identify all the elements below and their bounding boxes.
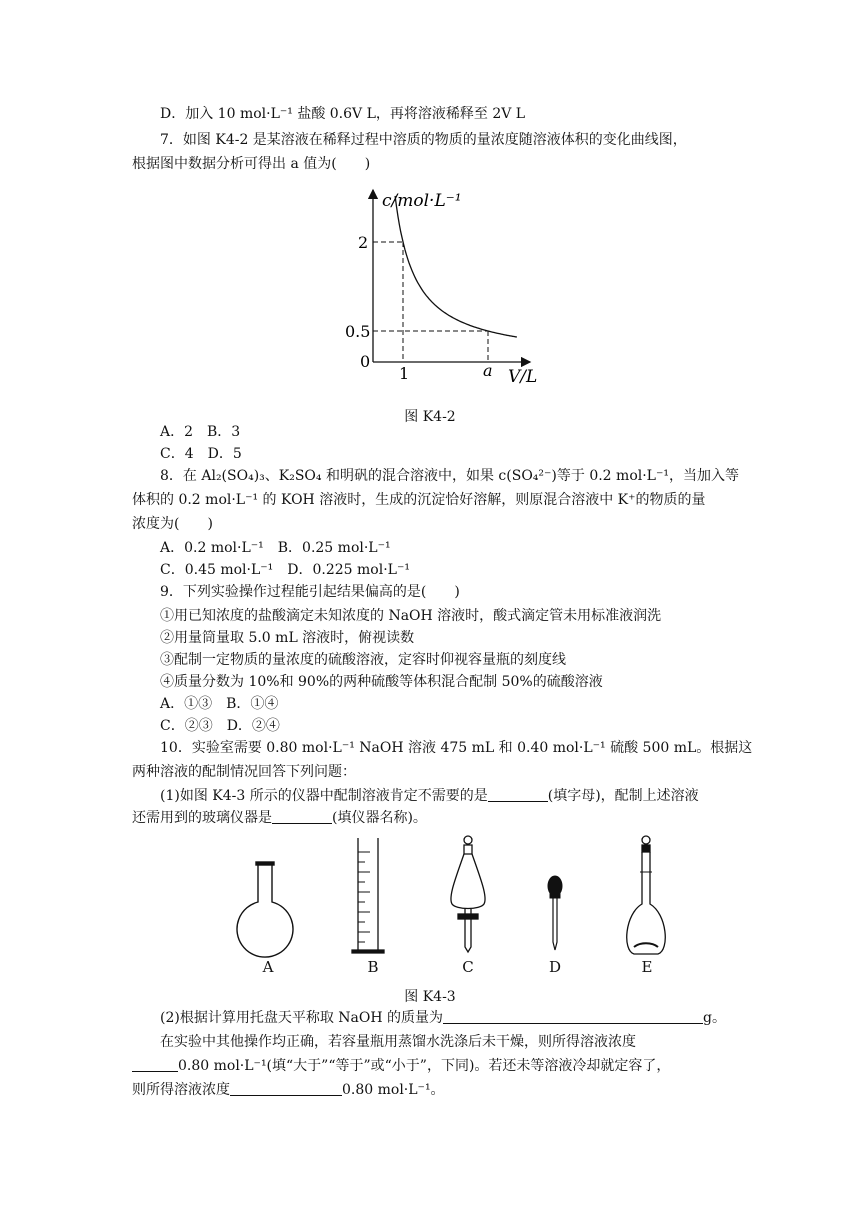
q10-part5-text-b: 0.80 mol·L⁻¹。 <box>342 1082 445 1098</box>
y-tick-2: 2 <box>358 233 369 252</box>
q10-part1-text-d: (填仪器名称)。 <box>332 810 427 826</box>
instrument-c-separatory-funnel <box>451 836 485 952</box>
q10-stem-line-1: 10．实验室需要 0.80 mol·L⁻¹ NaOH 溶液 475 mL 和 0.40 mol·L⁻¹ 硫酸 500 mL。根据这 <box>160 740 753 756</box>
q10-part4-text: 0.80 mol·L⁻¹(填“大于”“等于”或“小于”，下同)。若还未等溶液冷却就定容了， <box>178 1058 671 1074</box>
x-tick-a: a <box>483 361 493 380</box>
q9-stem: 9．下列实验操作过程能引起结果偏高的是( ) <box>160 584 460 600</box>
instrument-label-e: E <box>641 958 653 976</box>
q9-item-1: ①用已知浓度的盐酸滴定未知浓度的 NaOH 溶液时，酸式滴定管未用标准液润洗 <box>160 608 662 624</box>
instrument-label-a: A <box>262 958 274 976</box>
q10-part1-blank-1[interactable] <box>488 787 548 802</box>
q7-stem-line-2: 根据图中数据分析可得出 a 值为( ) <box>132 156 371 172</box>
q9-item-2: ②用量筒量取 5.0 mL 溶液时，俯视读数 <box>160 630 415 646</box>
q9-item-3: ③配制一定物质的量浓度的硫酸溶液，定容时仰视容量瓶的刻度线 <box>160 652 566 668</box>
q8-stem-line-3: 浓度为( ) <box>132 516 213 532</box>
q7-stem-line-1: 7．如图 K4-2 是某溶液在稀释过程中溶质的物质的量浓度随溶液体积的变化曲线图， <box>160 132 687 148</box>
x-tick-1: 1 <box>399 364 410 383</box>
q10-part1-text-b: (填字母)，配制上述溶液 <box>547 788 699 804</box>
x-axis-label: V/L <box>508 367 538 387</box>
q8-stem-line-2: 体积的 0.2 mol·L⁻¹ 的 KOH 溶液时，生成的沉淀恰好溶解，则原混合溶液中 K⁺的物质的量 <box>132 492 706 508</box>
y-axis-label: c/mol·L⁻¹ <box>382 191 462 211</box>
q10-part5-text-a: 则所得溶液浓度 <box>132 1082 230 1098</box>
q9-options-line-1: A．①③ B．①④ <box>160 696 279 712</box>
q10-instruments-figure <box>230 832 680 982</box>
q10-part2-line <box>160 1008 760 1028</box>
q8-stem-line-1: 8．在 Al₂(SO₄)₃、K₂SO₄ 和明矾的混合溶液中，如果 c(SO₄²⁻)等于 0.2 mol·L⁻¹，当加入等 <box>160 468 739 484</box>
figure-k4-3-caption: 图 K4-3 <box>404 989 456 1005</box>
q10-part2-unit: g。 <box>703 1010 726 1026</box>
q10-part1-line-2 <box>132 808 732 828</box>
q7-concentration-chart <box>330 180 560 390</box>
q10-part2-text: (2)根据计算用托盘天平称取 NaOH 的质量为 <box>160 1010 444 1026</box>
instrument-a-round-bottom-flask <box>237 862 293 957</box>
q10-part1-blank-2[interactable] <box>272 809 332 824</box>
q7-options-line-1: A．2 B．3 <box>160 424 241 440</box>
q8-options-line-2: C．0.45 mol·L⁻¹ D．0.225 mol·L⁻¹ <box>160 562 410 578</box>
q6-option-d: D．加入 10 mol·L⁻¹ 盐酸 0.6V L，再将溶液稀释至 2V L <box>160 106 526 122</box>
q10-part4-line <box>132 1056 732 1076</box>
q10-stem-line-2: 两种溶液的配制情况回答下列问题： <box>132 764 356 780</box>
q10-part4-blank[interactable] <box>132 1057 178 1072</box>
instrument-b-graduated-cylinder <box>352 838 384 953</box>
q10-part5-line <box>132 1080 732 1100</box>
dilution-curve <box>395 196 517 337</box>
q9-item-4: ④质量分数为 10%和 90%的两种硫酸等体积混合配制 50%的硫酸溶液 <box>160 674 603 690</box>
instrument-label-b: B <box>367 958 379 976</box>
q8-options-line-1: A．0.2 mol·L⁻¹ B．0.25 mol·L⁻¹ <box>160 540 391 556</box>
instrument-e-volumetric-flask <box>627 836 666 954</box>
q9-options-line-2: C．②③ D．②④ <box>160 718 280 734</box>
figure-k4-2-caption: 图 K4-2 <box>404 409 456 425</box>
instrument-label-c: C <box>462 958 474 976</box>
q7-options-line-2: C．4 D．5 <box>160 446 242 462</box>
y-tick-0.5: 0.5 <box>345 322 371 341</box>
instrument-label-d: D <box>548 958 562 976</box>
q10-part3-line: 在实验中其他操作均正确，若容量瓶用蒸馏水洗涤后未干燥，则所得溶液浓度 <box>160 1034 636 1050</box>
q10-part2-blank[interactable] <box>443 1009 703 1024</box>
instrument-d-dropper <box>548 876 562 950</box>
q10-part1-line-1 <box>160 786 760 806</box>
q10-part1-text-c: 还需用到的玻璃仪器是 <box>132 810 272 826</box>
q10-part1-text-a: (1)如图 K4-3 所示的仪器中配制溶液肯定不需要的是 <box>160 788 488 804</box>
q10-part5-blank[interactable] <box>230 1081 342 1096</box>
origin-label: 0 <box>360 352 371 371</box>
